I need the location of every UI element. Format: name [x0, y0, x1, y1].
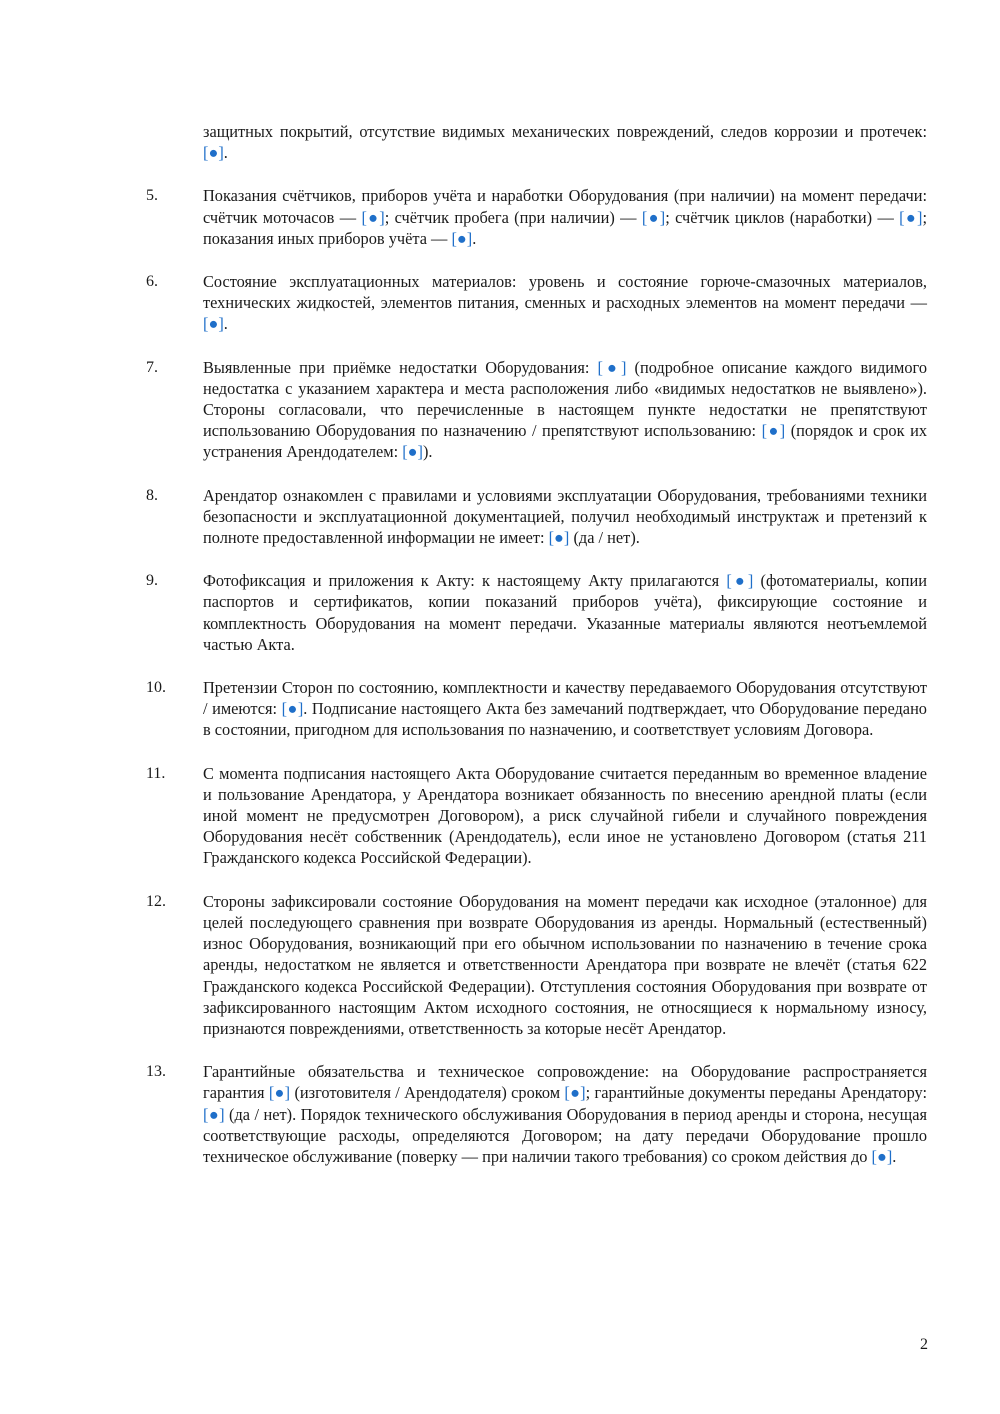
item-number: 10.: [146, 679, 166, 697]
item-number: 8.: [146, 486, 158, 504]
text-segment: .: [223, 143, 228, 163]
item-number: 5.: [146, 187, 158, 205]
text-segment: Показания счётчиков, приборов учёта и наработки Оборудования (при наличии) на момент передачи: счётчик моточасов —: [203, 186, 927, 227]
text-segment: .: [223, 314, 228, 334]
text-segment: Гарантийные обязательства и техническое сопровождение: на Оборудование распространяется гарантия: [203, 1062, 927, 1103]
text-segment: Претензии Сторон по состоянию, комплектности и качеству передаваемого Оборудования отсутствуют / имеются:: [203, 678, 927, 719]
placeholder-field: [●]: [203, 1104, 225, 1124]
placeholder-field: [●]: [203, 314, 224, 334]
text-segment: (подробное описание каждого видимого недостатка с указанием характера и места расположения либо «видимых недостатков не выявлено»). Стороны согласовали, что перечисленные в настоящем пункте недостатки не препятствуют использованию Оборудования по назначению / препятствуют использованию:: [203, 357, 927, 441]
text-segment: Фотофиксация и приложения к Акту: к настоящему Акту прилагаются: [203, 571, 727, 591]
text-segment: (порядок и срок их устранения Арендодателем:: [203, 421, 927, 462]
text-segment: С момента подписания настоящего Акта Оборудование считается переданным во временное владение и пользование Арендатора, у Арендатора возникает обязанность по внесению арендной платы (если иной момент не предусмотрен Договором), а риск случайной гибели и случайного повреждения Оборудования несёт собственник (Арендодатель), если иное не установлено Договором (статья 211 Гражданского кодекса Российской Федерации).: [203, 763, 927, 868]
list-item: [146, 485, 927, 549]
text-segment: (фотоматериалы, копии паспортов и сертификатов, копии показаний приборов учёта), фиксирующие состояние и комплектность Оборудования на момент передачи. Указанные материалы являются неотъемлемой частью Акта.: [203, 571, 928, 654]
text-segment: (да / нет). Порядок технического обслуживания Оборудования в период аренды и сторона, несущая соответствующие расходы, определяются Договором; на дату передачи Оборудование прошло техническое обслуживание (поверку — при наличии такого требования) со сроком действия до: [203, 1104, 927, 1166]
list-item: [146, 677, 927, 741]
text-segment: Выявленные при приёмке недостатки Оборудования:: [203, 357, 598, 377]
placeholder-field: [●]: [899, 207, 923, 227]
text-segment: (изготовителя / Арендодателя) сроком: [290, 1083, 565, 1103]
placeholder-field: [●]: [548, 528, 570, 548]
placeholder-field: [●]: [726, 571, 754, 591]
text-segment: защитных покрытий, отсутствие видимых механических повреждений, следов коррозии и протечек:: [203, 122, 927, 141]
page-number: 2: [920, 1336, 928, 1353]
item-text: [203, 570, 927, 655]
item-number: 12.: [146, 892, 166, 910]
list-item: [146, 891, 927, 1039]
list-item: [146, 121, 927, 163]
text-segment: .: [472, 228, 477, 248]
placeholder-field: [●]: [564, 1083, 586, 1103]
item-number: 6.: [146, 273, 158, 291]
list-item: [146, 357, 927, 463]
list-item: [146, 185, 927, 249]
placeholder-field: [●]: [203, 143, 224, 163]
item-number: 7.: [146, 358, 158, 376]
text-segment: ).: [422, 442, 433, 462]
item-text: [203, 1061, 927, 1167]
item-text: [203, 121, 927, 163]
item-text: [203, 677, 927, 741]
document-body: [146, 121, 927, 1189]
item-number: 9.: [146, 572, 158, 590]
placeholder-field: [●]: [641, 207, 666, 227]
item-number: 11.: [146, 764, 166, 782]
text-segment: . Подписание настоящего Акта без замечаний подтверждает, что Оборудование передано в состоянии, пригодном для использования по назначению, и соответствует условиям Договора.: [203, 699, 927, 740]
text-segment: ; счётчик пробега (при наличии) —: [384, 207, 642, 227]
item-text: [203, 763, 927, 869]
placeholder-field: [●]: [361, 207, 385, 227]
text-segment: (да / нет).: [569, 528, 640, 548]
text-segment: ; счётчик циклов (наработки) —: [665, 207, 900, 227]
placeholder-field: [●]: [281, 699, 304, 719]
list-item: [146, 271, 927, 335]
placeholder-field: [●]: [402, 442, 423, 462]
placeholder-field: [●]: [871, 1146, 893, 1166]
placeholder-field: [●]: [268, 1083, 291, 1103]
text-segment: Стороны зафиксировали состояние Оборудования на момент передачи как исходное (эталонное) для целей последующего сравнения при возврате Оборудования из аренды. Нормальный (естественный) износ Оборудования, возникающий при его обычном использовании по назначению в течение срока аренды, недостатком не является и ответственности Арендатора при возврате не влечёт (статья 622 Гражданского кодекса Российской Федерации). Отступления состояния Оборудования при возврате от зафиксированного настоящим Актом исходного состояния, не относящиеся к нормальному износу, признаются повреждениями, ответственность за которые несёт Арендатор.: [203, 891, 927, 1038]
text-segment: .: [892, 1146, 897, 1166]
item-text: [203, 485, 927, 549]
text-segment: Состояние эксплуатационных материалов: уровень и состояние горюче-смазочных материалов, технических жидкостей, элементов питания, сменных и расходных элементов на момент передачи —: [203, 272, 927, 313]
list-item: [146, 570, 927, 655]
list-item: [146, 1061, 927, 1167]
item-text: [203, 271, 927, 335]
list-item: [146, 763, 927, 869]
placeholder-field: [●]: [761, 421, 786, 441]
item-text: [203, 891, 927, 1039]
text-segment: ; показания иных приборов учёта —: [203, 207, 928, 248]
item-number: 13.: [146, 1063, 166, 1081]
item-text: [203, 357, 927, 463]
placeholder-field: [●]: [451, 228, 473, 248]
placeholder-field: [●]: [597, 357, 627, 377]
text-segment: Арендатор ознакомлен с правилами и условиями эксплуатации Оборудования, требованиями техники безопасности и эксплуатационной документацией, получил необходимый инструктаж и претензий к полноте предоставленной информации не имеет:: [203, 485, 927, 548]
text-segment: ; гарантийные документы переданы Арендатору:: [585, 1083, 928, 1103]
item-text: [203, 185, 927, 249]
